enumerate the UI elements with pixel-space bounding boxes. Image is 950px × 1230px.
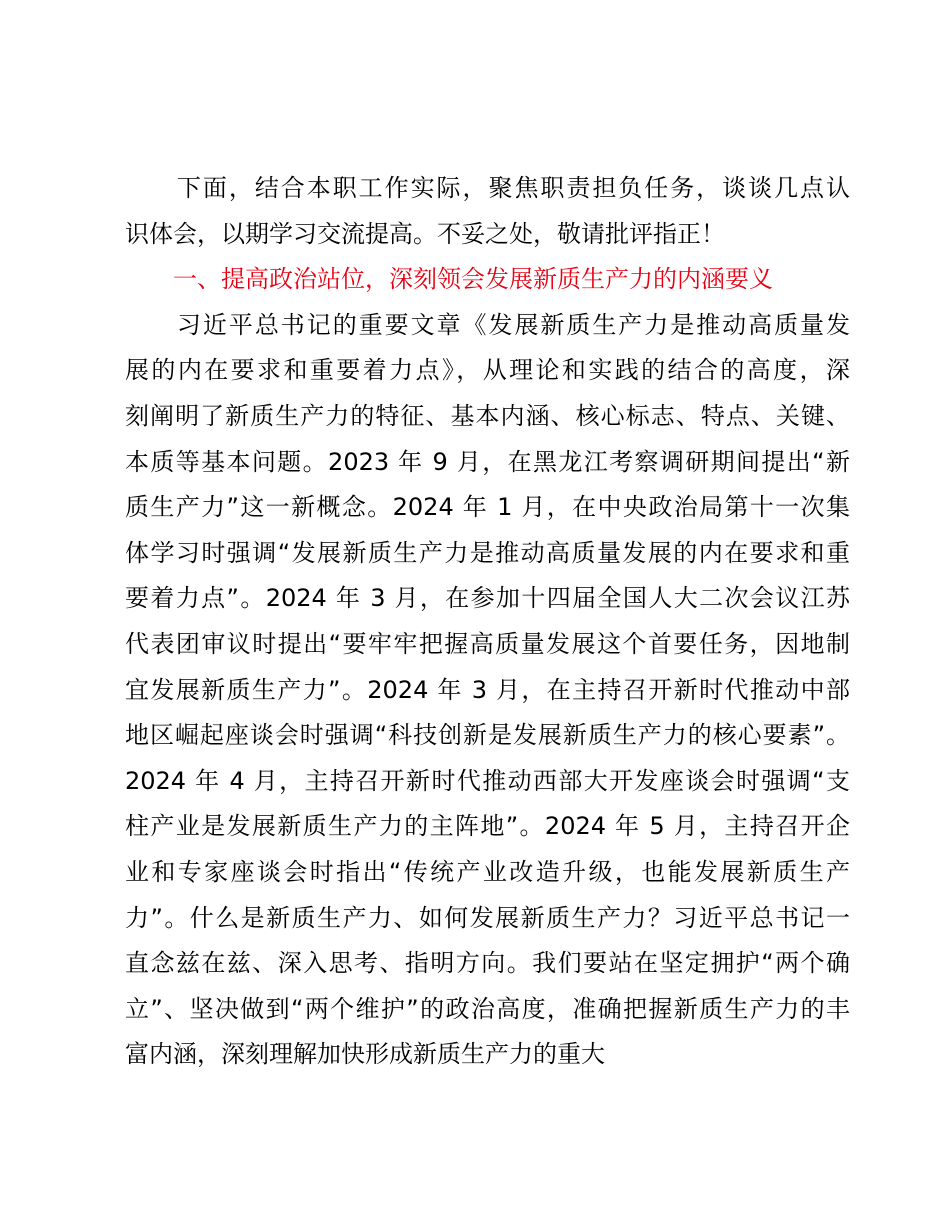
section-heading-line: 一、提高政治站位，深刻领会发展新质生产力的内涵要义	[125, 265, 773, 294]
text-line: 下面，结合本职工作实际，聚焦职责担负任务，谈谈几点认	[125, 174, 850, 202]
text-line: 代表团审议时提出“要牢牢把握高质量发展这个首要任务，因地制	[125, 629, 850, 658]
text-line: 要着力点”。2024 年 3 月，在参加十四届全国人大二次会议江苏	[125, 584, 850, 613]
text-line: 立”、坚决做到“两个维护”的政治高度，准确把握新质生产力的丰	[125, 994, 850, 1023]
text-line: 识体会，以期学习交流提高。不妥之处，敬请批评指正！	[125, 219, 725, 248]
text-line: 柱产业是发展新质生产力的主阵地”。2024 年 5 月，主持召开企	[125, 812, 850, 841]
text-line: 宜发展新质生产力”。2024 年 3 月，在主持召开新时代推动中部	[125, 675, 850, 704]
body-paragraph	[125, 303, 850, 1078]
text-line: 体学习时强调“发展新质生产力是推动高质量发展的内在要求和重	[125, 538, 850, 567]
text-line: 质生产力”这一新概念。2024 年 1 月，在中央政治局第十一次集	[125, 493, 850, 522]
text-line: 地区崛起座谈会时强调“科技创新是发展新质生产力的核心要素”。	[125, 721, 850, 750]
text-line: 富内涵，深刻理解加快形成新质生产力的重大	[125, 1040, 605, 1069]
text-line: 习近平总书记的重要文章《发展新质生产力是推动高质量发	[125, 310, 850, 339]
text-line: 2024 年 4 月，主持召开新时代推动西部大开发座谈会时强调“支	[125, 766, 850, 795]
intro-paragraph	[125, 166, 850, 257]
text-line: 业和专家座谈会时指出“传统产业改造升级，也能发展新质生产	[125, 857, 850, 886]
text-line: 展的内在要求和重要着力点》，从理论和实践的结合的高度，深	[125, 356, 850, 385]
text-line: 直念兹在兹、深入思考、指明方向。我们要站在坚定拥护“两个确	[125, 949, 850, 978]
document-page	[125, 166, 850, 1078]
text-line: 刻阐明了新质生产力的特征、基本内涵、核心标志、特点、关键、	[125, 401, 850, 430]
text-line: 本质等基本问题。2023 年 9 月，在黑龙江考察调研期间提出“新	[125, 447, 850, 476]
text-line: 力”。什么是新质生产力、如何发展新质生产力？习近平总书记一	[125, 903, 850, 932]
section-heading	[125, 257, 850, 303]
